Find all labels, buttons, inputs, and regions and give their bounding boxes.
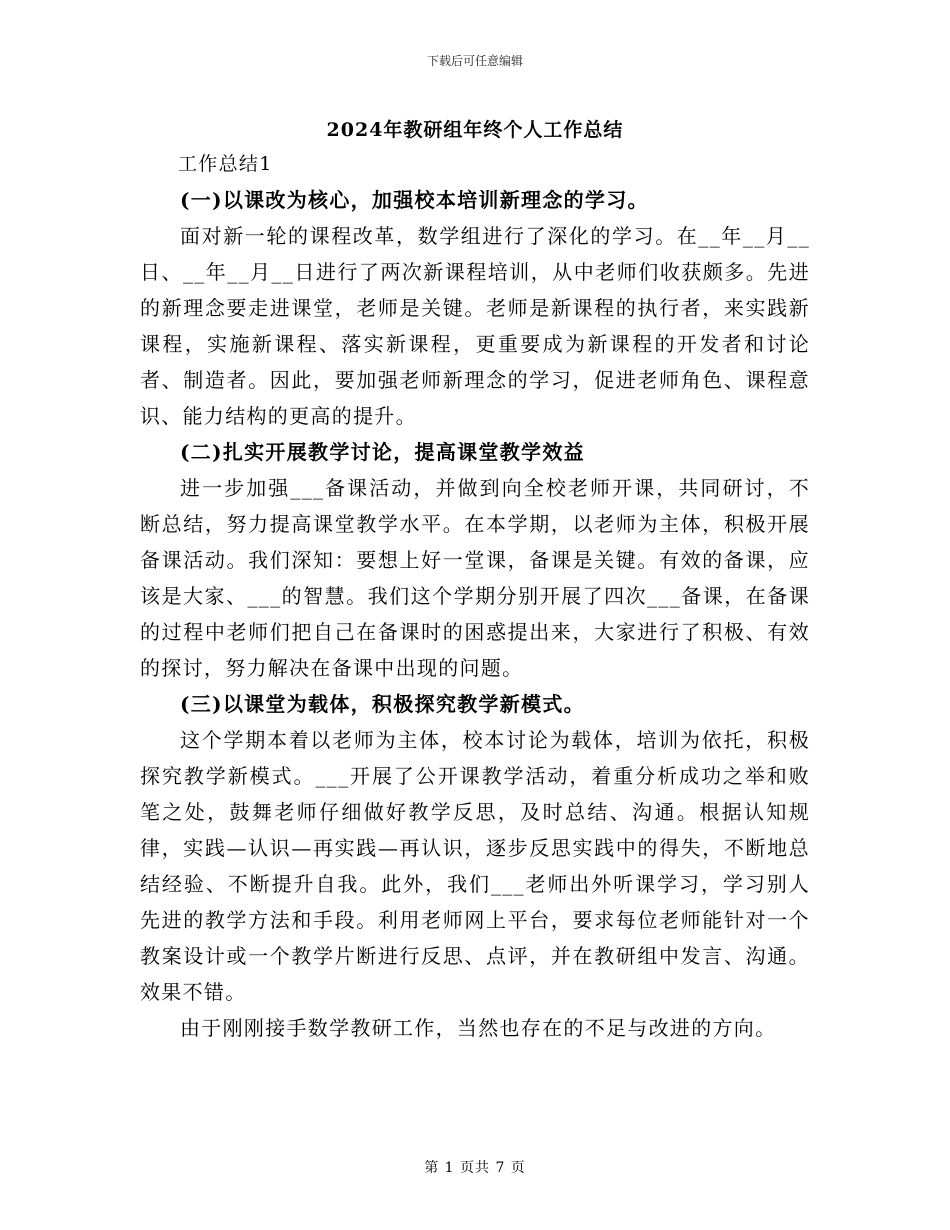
page-number: 第 1 页共 7 页 (424, 1160, 526, 1176)
section-paragraph-2: 进一步加强___备课活动，并做到向全校老师开课，共同研讨，不断总结，努力提高课堂教学水平。在本学期，以老师为主体，积极开展备课活动。我们深知：要想上好一堂课，备课是关键。有效的备课，应该是大家、___的智慧。我们这个学期分别开展了四次___备课，在备课的过程中老师们把自己在备课时的困惑提出来，大家进行了积极、有效的探讨，努力解决在备课中出现的问题。 (140, 476, 810, 680)
section-heading-3: (三)以课堂为载体，积极探究教学新模式。 (180, 692, 585, 716)
section-paragraph-3: 这个学期本着以老师为主体，校本讨论为载体，培训为依托，积极探究教学新模式。___开展了公开课教学活动，着重分析成功之举和败笔之处，鼓舞老师仔细做好教学反思，及时总结、沟通。根据认知规律，实践—认识—再实践—再认识，逐步反思实践中的得失，不断地总结经验、不断提升自我。此外，我们___老师出外听课学习，学习别人先进的教学方法和手段。利用老师网上平台，要求每位老师能针对一个教案设计或一个教学片断进行反思、点评，并在教研组中发言、沟通。效果不错。 (140, 728, 810, 1004)
section-heading-1: (一)以课改为核心，加强校本培训新理念的学习。 (180, 188, 649, 212)
document-subtitle: 工作总结1 (178, 153, 273, 175)
closing-paragraph: 由于刚刚接手数学教研工作，当然也存在的不足与改进的方向。 (180, 1016, 777, 1040)
document-body (140, 146, 810, 1046)
section-paragraph-1: 面对新一轮的课程改革，数学组进行了深化的学习。在__年__月__日、__年__月__日进行了两次新课程培训，从中老师们收获颇多。先进的新理念要走进课堂，老师是关键。老师是新课程的执行者，来实践新课程，实施新课程、落实新课程，更重要成为新课程的开发者和讨论者、制造者。因此，要加强老师新理念的学习，促进老师角色、课程意识、能力结构的更高的提升。 (140, 224, 810, 428)
section-heading-2: (二)扎实开展教学讨论，提高课堂教学效益 (180, 440, 585, 464)
header-note: 下载后可任意编辑 (426, 54, 523, 68)
document-title: 2024年教研组年终个人工作总结 (326, 119, 624, 141)
